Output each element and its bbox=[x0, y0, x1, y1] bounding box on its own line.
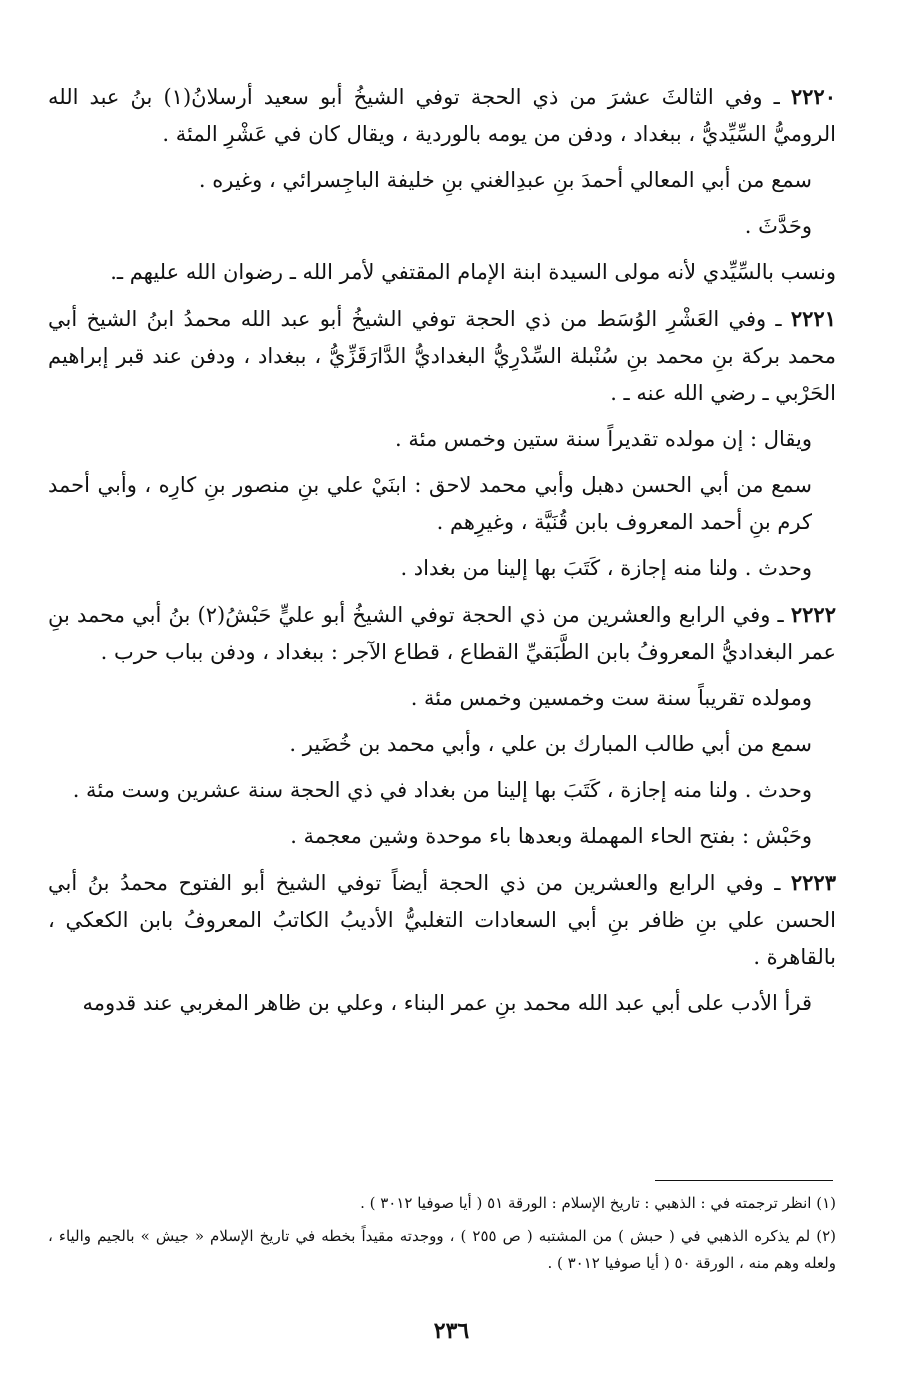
paragraph bbox=[48, 550, 836, 587]
main-text bbox=[48, 78, 836, 1031]
paragraph bbox=[48, 596, 836, 671]
entry-number: ٢٢٢٠ bbox=[790, 84, 836, 109]
paragraph bbox=[48, 467, 836, 541]
paragraph bbox=[48, 985, 836, 1022]
entry-number: ٢٢٢٢ bbox=[790, 602, 836, 627]
paragraph bbox=[48, 254, 836, 291]
paragraph bbox=[48, 726, 836, 763]
paragraph-text: ـ وفي العَشْرِ الوُسَط من ذي الحجة توفي الشيخُ أبو عبد الله محمدُ ابنُ الشيخ أبي محمد بركة بنِ محمد بنِ سُنْبلة السِّدْرِيُّ البغداديُّ الدَّارَقَزِّيُّ ، ببغداد ، ودفن عند قبر إبراهيم الحَرْبي ـ رضي الله عنه ـ . bbox=[48, 307, 836, 405]
paragraph bbox=[48, 78, 836, 153]
paragraph-text: وحدث . ولنا منه إجازة ، كَتَبَ بها إلينا من بغداد في ذي الحجة سنة عشرين وست مئة . bbox=[72, 778, 812, 802]
paragraph-text: سمع من أبي المعالي أحمدَ بنِ عبدِالغني بنِ خليفة الباجِسرائي ، وغيره . bbox=[198, 168, 812, 192]
paragraph-text: ونسب بالسِّيِّدي لأنه مولى السيدة ابنة الإمام المقتفي لأمر الله ـ رضوان الله عليهم ـ. bbox=[110, 260, 836, 284]
entry-number: ٢٢٢٣ bbox=[790, 870, 836, 895]
page-number: ٢٣٦ bbox=[433, 1318, 470, 1344]
paragraph bbox=[48, 680, 836, 717]
paragraph bbox=[48, 162, 836, 199]
paragraph-text: ـ وفي الرابع والعشرين من ذي الحجة توفي الشيخُ أبو عليٍّ حَبْشُ(٢) بنُ أبي محمد بنِ عمر البغداديُّ المعروفُ بابن الطَّبَقيِّ القطاع ، قطاع الآجر : ببغداد ، ودفن بباب حرب . bbox=[48, 603, 836, 664]
paragraph-text: ـ وفي الرابع والعشرين من ذي الحجة أيضاً توفي الشيخ أبو الفتوح محمدُ بنُ أبي الحسن علي بنِ ظافر بنِ أبي السعادات التغلبيُّ الأديبُ الكاتبُ المعروفُ بابن الكعكي ، بالقاهرة . bbox=[48, 871, 836, 969]
footnotes bbox=[48, 1190, 836, 1283]
paragraph bbox=[48, 818, 836, 855]
footnote: (٢) لم يذكره الذهبي في ( حبش ) من المشتبه ( ص ٢٥٥ ) ، ووجدته مقيداً بخطه في تاريخ الإسلام « جيش » بالجيم والياء ، ولعله وهم منه ، الورقة ٥٠ ( أيا صوفيا ٣٠١٢ ) . bbox=[48, 1227, 836, 1272]
paragraph-text: سمع من أبي الحسن دهبل وأبي محمد لاحق : ابنَيْ علي بنِ منصور بنِ كارِه ، وأبي أحمد كرم بنِ أحمد المعروف بابن قُنَيَّة ، وغيرِهم . bbox=[48, 473, 812, 534]
paragraph-text: سمع من أبي طالب المبارك بن علي ، وأبي محمد بن خُضَير . bbox=[289, 732, 812, 756]
paragraph bbox=[48, 772, 836, 809]
paragraph-text: ومولده تقريباً سنة ست وخمسين وخمس مئة . bbox=[410, 686, 812, 710]
paragraph-text: وحدث . ولنا منه إجازة ، كَتَبَ بها إلينا من بغداد . bbox=[400, 556, 812, 580]
footnote: (١) انظر ترجمته في : الذهبي : تاريخ الإسلام : الورقة ٥١ ( أيا صوفيا ٣٠١٢ ) . bbox=[360, 1194, 836, 1212]
paragraph bbox=[48, 421, 836, 458]
paragraph-text: وحَدَّثَ . bbox=[744, 214, 812, 238]
paragraph bbox=[48, 208, 836, 245]
paragraph bbox=[48, 864, 836, 976]
entry-number: ٢٢٢١ bbox=[790, 306, 836, 331]
paragraph bbox=[48, 300, 836, 412]
paragraph-text: وحَبْش : بفتح الحاء المهملة وبعدها باء موحدة وشين معجمة . bbox=[290, 824, 812, 848]
paragraph-text: ـ وفي الثالثَ عشرَ من ذي الحجة توفي الشيخُ أبو سعيد أرسلانُ(١) بنُ عبد الله الروميُّ السِّيِّديُّ ، ببغداد ، ودفن من يومه بالوردية ، ويقال كان في عَشْرِ المئة . bbox=[48, 85, 836, 146]
footnote-divider bbox=[655, 1180, 833, 1181]
paragraph-text: قرأ الأدب على أبي عبد الله محمد بنِ عمر البناء ، وعلي بن ظاهر المغربي عند قدومه bbox=[82, 991, 812, 1015]
paragraph-text: ويقال : إن مولده تقديراً سنة ستين وخمس مئة . bbox=[395, 427, 812, 451]
